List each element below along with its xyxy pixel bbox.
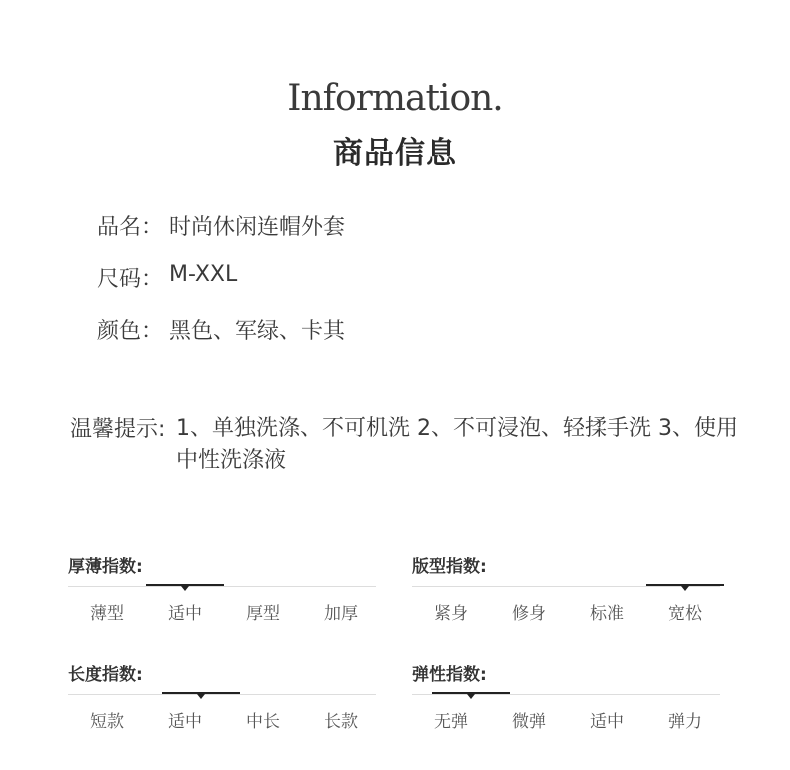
care-tip-text: 1、单独洗涤、不可机洗 2、不可浸泡、轻揉手洗 3、使用中性洗涤液 <box>176 416 738 473</box>
info-value: 时尚休闲连帽外套 <box>169 215 346 240</box>
index-scale-line <box>412 694 720 695</box>
index-selected-marker <box>432 692 510 694</box>
thickness-index <box>68 552 378 642</box>
info-row-name <box>97 210 345 262</box>
index-option: 微弹 <box>512 712 546 732</box>
index-option: 紧身 <box>434 604 468 624</box>
index-option: 厚型 <box>246 604 280 624</box>
index-title: 厚薄指数: <box>68 557 143 577</box>
index-title: 弹性指数: <box>412 665 487 685</box>
index-selected-marker <box>162 692 240 694</box>
index-scale-line <box>68 586 376 587</box>
title-english: Information. <box>287 78 503 119</box>
index-option: 中长 <box>246 712 280 732</box>
index-scale-line <box>412 586 720 587</box>
index-option: 长款 <box>324 712 358 732</box>
index-option: 适中 <box>590 712 624 732</box>
index-option: 标准 <box>590 604 624 624</box>
index-title: 长度指数: <box>68 665 143 685</box>
info-value: 黑色、军绿、卡其 <box>169 319 346 344</box>
index-selected-marker <box>646 584 724 586</box>
index-option: 适中 <box>168 604 202 624</box>
index-option: 无弹 <box>434 712 468 732</box>
index-option: 适中 <box>168 712 202 732</box>
info-row-size <box>97 262 345 314</box>
index-option: 加厚 <box>324 604 358 624</box>
info-value: M-XXL <box>169 262 238 287</box>
index-option: 宽松 <box>668 604 702 624</box>
index-scale-line <box>68 694 376 695</box>
care-tip <box>70 414 740 477</box>
index-option: 短款 <box>90 712 124 732</box>
index-option: 弹力 <box>668 712 702 732</box>
title-chinese: 商品信息 <box>333 136 457 171</box>
info-label: 品名： <box>97 215 164 240</box>
index-selected-marker <box>146 584 224 586</box>
info-row-color <box>97 314 345 366</box>
length-index <box>68 660 378 750</box>
product-info-list <box>97 210 345 366</box>
index-title: 版型指数: <box>412 557 487 577</box>
elasticity-index <box>412 660 722 750</box>
care-tip-label: 温馨提示: <box>70 417 166 442</box>
info-label: 颜色： <box>97 319 164 344</box>
info-label: 尺码： <box>97 267 164 292</box>
fit-index <box>412 552 722 642</box>
index-option: 修身 <box>512 604 546 624</box>
index-option: 薄型 <box>90 604 124 624</box>
